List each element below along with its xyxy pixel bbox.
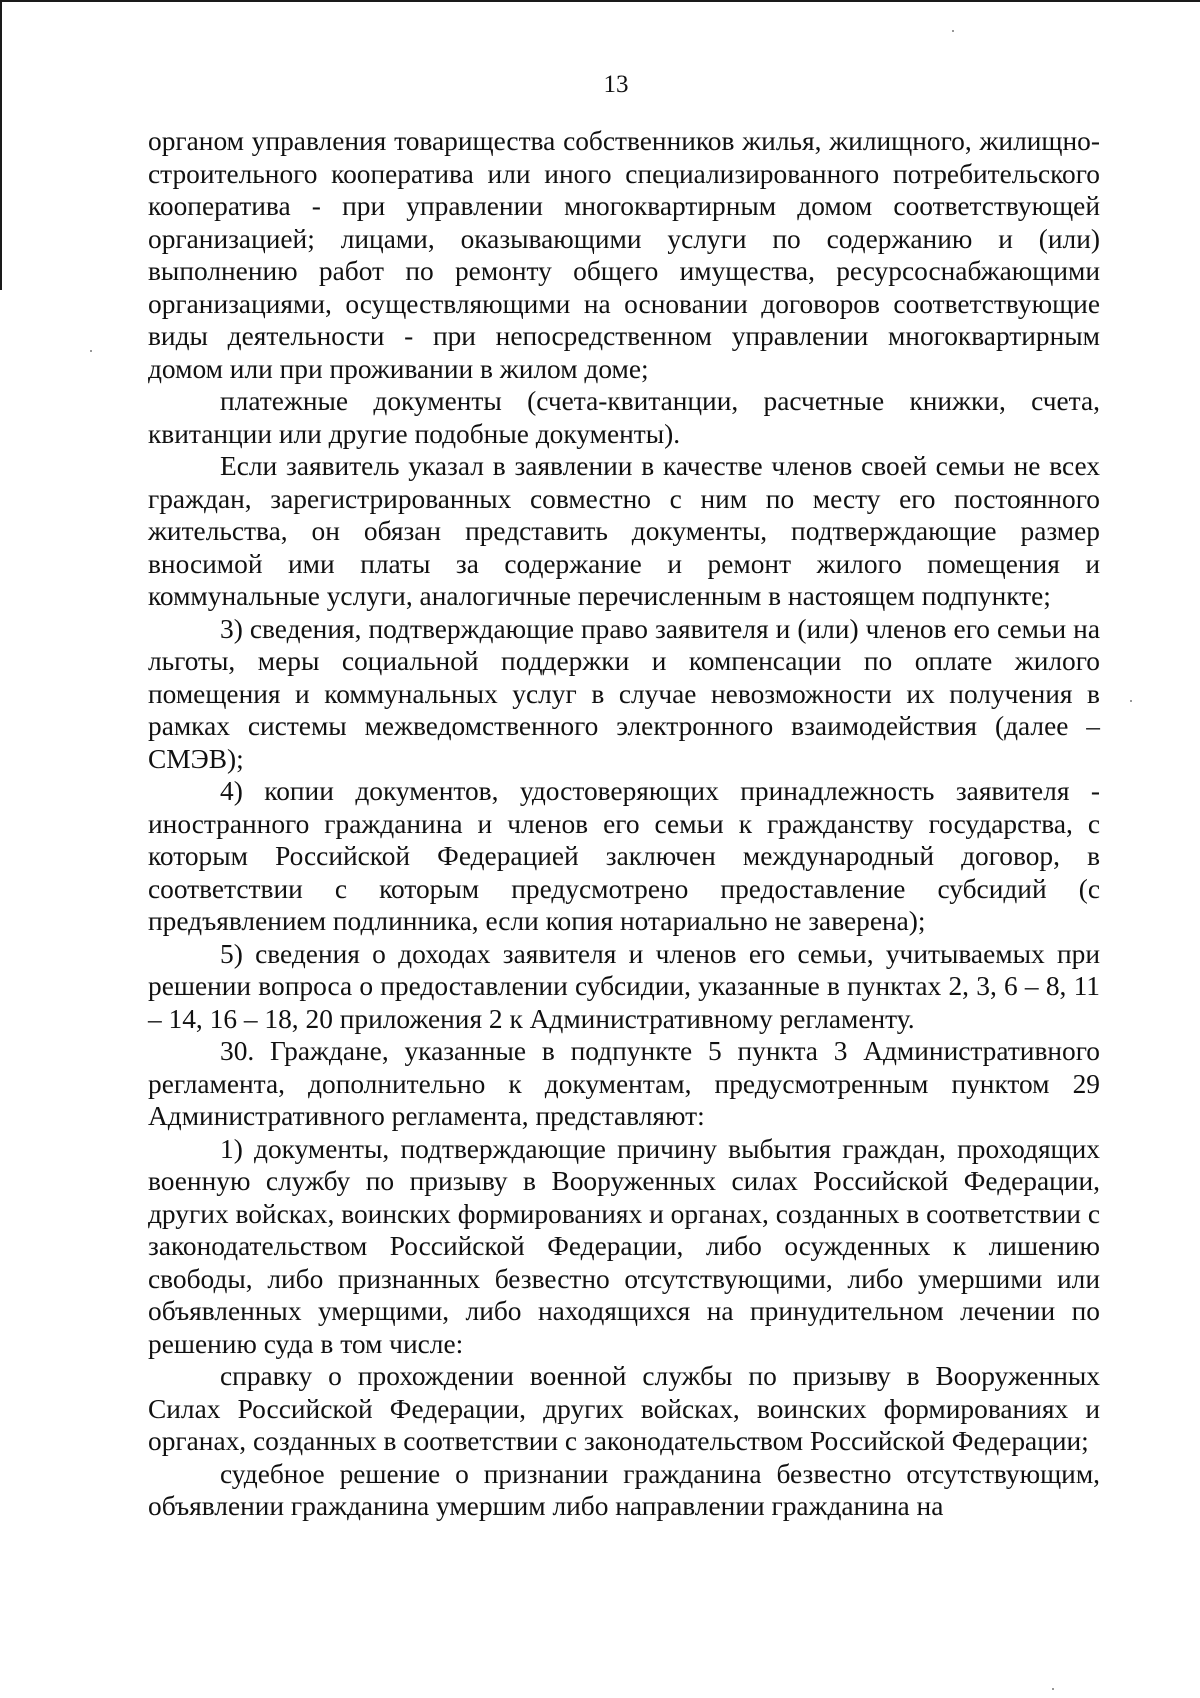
paragraph: 1) документы, подтверждающие причину выбытия граждан, проходящих военную службу по призыву в Вооруженных силах Российской Федерации, других войсках, воинских формированиях и органах, созданных в соответствии с законодательством Российской Федерации, либо осужденных к лишению свободы, либо признанных безвестно отсутствующими, либо умершими или объявленных умерщими, либо находящихся на принудительном лечении по решению суда в том числе: (148, 1133, 1100, 1359)
paragraph: органом управления товарищества собственников жилья, жилищного, жилищно-строительного кооператива или иного специализированного потребительского кооператива - при управлении многоквартирным домом соответствующей организацией; лицами, оказывающими услуги по содержанию и (или) выполнению работ по ремонту общего имущества, ресурсоснабжающими организациями, осуществляющими на основании договоров соответствующие виды деятельности - при непосредственном управлении многоквартирным домом или при проживании в жилом доме; (148, 126, 1100, 384)
paragraph: 30. Граждане, указанные в подпункте 5 пункта 3 Административного регламента, дополнительно к документам, предусмотренным пунктом 29 Административного регламента, представляют: (148, 1036, 1100, 1131)
paragraph: 4) копии документов, удостоверяющих принадлежность заявителя - иностранного гражданина и членов его семьи к гражданству государства, с которым Российской Федерацией заключен международный договор, в соответствии с которым предусмотрено предоставление субсидий (с предъявлением подлинника, если копия нотариально не заверена); (148, 776, 1100, 936)
paragraph: 5) сведения о доходах заявителя и членов его семьи, учитываемых при решении вопроса о предоставлении субсидии, указанные в пунктах 2, 3, 6 – 8, 11 – 14, 16 – 18, 20 приложения 2 к Административному регламенту. (148, 938, 1100, 1034)
paragraph: справку о прохождении военной службы по призыву в Вооруженных Силах Российской Федерации, других войсках, воинских формированиях и органах, созданных в соответствии с законодательством Российской Федерации; (148, 1361, 1100, 1456)
document-body (148, 125, 1100, 1523)
page-number: 13 (603, 71, 629, 98)
paragraph: 3) сведения, подтверждающие право заявителя и (или) членов его семьи на льготы, меры социальной поддержки и компенсации по оплате жилого помещения и коммунальных услуг в случае невозможности их получения в рамках системы межведомственного электронного взаимодействия (далее – СМЭВ); (148, 613, 1100, 774)
paragraph: судебное решение о признании гражданина безвестно отсутствующим, объявлении гражданина умершим либо направлении гражданина на (148, 1458, 1100, 1521)
paragraph: платежные документы (счета-квитанции, расчетные книжки, счета, квитанции или другие подобные документы). (148, 386, 1100, 449)
paragraph: Если заявитель указал в заявлении в качестве членов своей семьи не всех граждан, зарегистрированных совместно с ним по месту его постоянного жительства, он обязан представить документы, подтверждающие размер вносимой ими платы за содержание и ремонт жилого помещения и коммунальные услуги, аналогичные перечисленным в настоящем подпункте; (148, 451, 1100, 611)
